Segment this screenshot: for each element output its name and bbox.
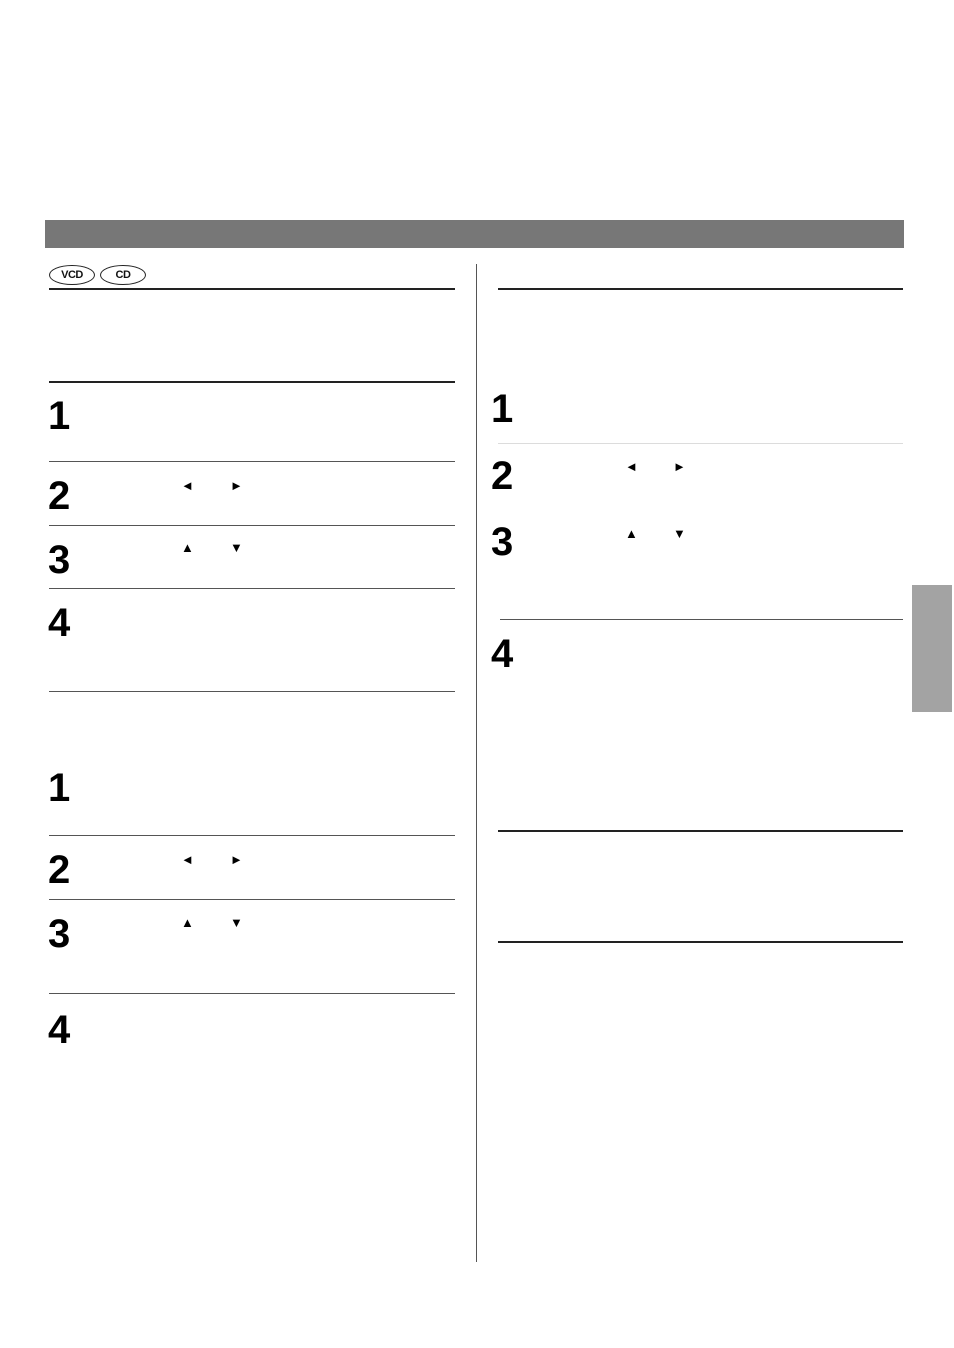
left-step-divider bbox=[49, 461, 455, 462]
right-arrow-icon: ► bbox=[230, 478, 243, 493]
right-step-divider bbox=[498, 443, 903, 444]
left-b-step-2: 2 bbox=[48, 848, 71, 892]
right-section-rule bbox=[498, 941, 903, 943]
left-step-divider bbox=[49, 899, 455, 900]
right-step-divider bbox=[500, 619, 903, 620]
left-arrow-icon: ◄ bbox=[181, 852, 194, 867]
left-step-divider bbox=[49, 835, 455, 836]
cd-badge-icon: CD bbox=[100, 265, 146, 285]
right-a-step-1: 1 bbox=[491, 387, 514, 431]
vcd-badge-icon: VCD bbox=[49, 265, 95, 285]
left-subsection-rule bbox=[49, 381, 455, 383]
left-arrow-icon: ◄ bbox=[625, 459, 638, 474]
disc-type-badges bbox=[49, 265, 146, 285]
side-index-tab bbox=[912, 585, 952, 712]
right-arrow-icon: ► bbox=[673, 459, 686, 474]
right-arrow-icon: ► bbox=[230, 852, 243, 867]
left-b-step-3: 3 bbox=[48, 912, 71, 956]
left-b-step-1: 1 bbox=[48, 766, 71, 810]
left-section-rule bbox=[49, 691, 455, 692]
up-arrow-icon: ▲ bbox=[181, 540, 194, 555]
right-a-step-2: 2 bbox=[491, 454, 514, 498]
left-section-rule bbox=[49, 288, 455, 290]
right-section-rule bbox=[498, 830, 903, 832]
up-arrow-icon: ▲ bbox=[625, 526, 638, 541]
left-step-divider bbox=[49, 525, 455, 526]
down-arrow-icon: ▼ bbox=[673, 526, 686, 541]
left-a-step-1: 1 bbox=[48, 394, 71, 438]
left-step-divider bbox=[49, 993, 455, 994]
right-a-step-4: 4 bbox=[491, 632, 514, 676]
left-step-divider bbox=[49, 588, 455, 589]
down-arrow-icon: ▼ bbox=[230, 540, 243, 555]
section-header-bar bbox=[45, 220, 904, 248]
left-a-step-4: 4 bbox=[48, 601, 71, 645]
left-a-step-3: 3 bbox=[48, 538, 71, 582]
right-section-rule bbox=[498, 288, 903, 290]
left-a-step-2: 2 bbox=[48, 474, 71, 518]
left-arrow-icon: ◄ bbox=[181, 478, 194, 493]
right-a-step-3: 3 bbox=[491, 520, 514, 564]
up-arrow-icon: ▲ bbox=[181, 915, 194, 930]
left-b-step-4: 4 bbox=[48, 1008, 71, 1052]
column-divider bbox=[476, 264, 477, 1262]
down-arrow-icon: ▼ bbox=[230, 915, 243, 930]
